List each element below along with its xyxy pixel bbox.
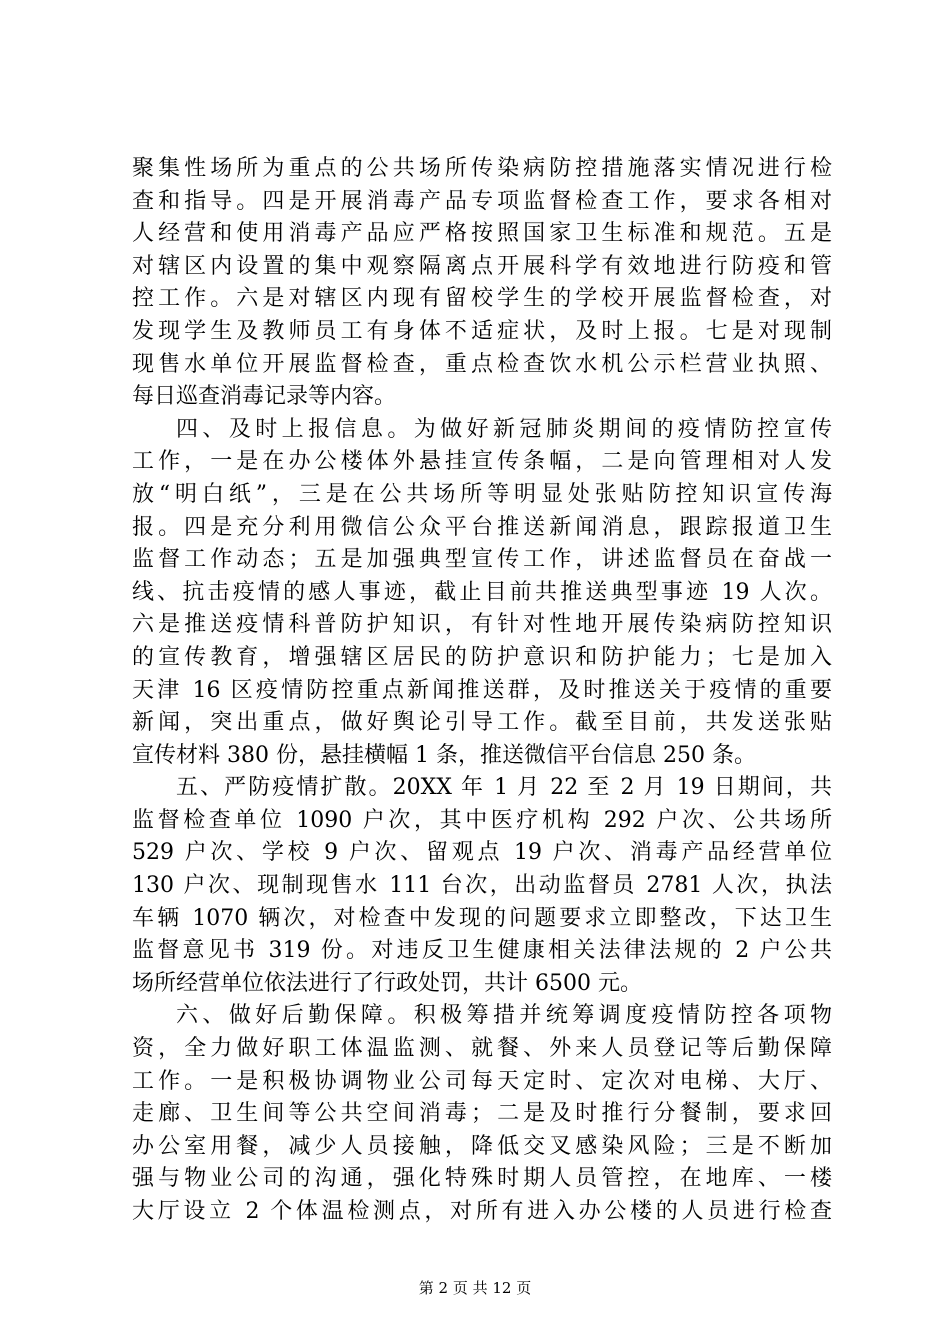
text-line: 强与物业公司的沟通，强化特殊时期人员管控，在地库、一楼 <box>132 1166 832 1192</box>
text-line: 六是推送疫情科普防护知识，有针对性地开展传染病防控知识 <box>132 612 832 638</box>
text-line: 车辆 1070 辆次，对检查中发现的问题要求立即整改，下达卫生 <box>132 905 832 931</box>
text-line: 新闻，突出重点，做好舆论引导工作。截至目前，共发送张贴 <box>132 710 832 736</box>
text-line: 对辖区内设置的集中观察隔离点开展科学有效地进行防疫和管 <box>132 253 832 279</box>
text-line: 报。四是充分利用微信公众平台推送新闻消息，跟踪报道卫生 <box>132 514 832 540</box>
text-line: 线、抗击疫情的感人事迹，截止目前共推送典型事迹 19 人次。 <box>132 579 832 605</box>
body-text <box>132 153 832 1229</box>
text-line: 的宣传教育，增强辖区居民的防护意识和防护能力；七是加入 <box>132 644 832 670</box>
paragraph-heading-line: 五、严防疫情扩散。20XX 年 1 月 22 至 2 月 19 日期间，共 <box>176 775 832 801</box>
text-line: 大厅设立 2 个体温检测点，对所有进入办公楼的人员进行检查 <box>132 1199 832 1224</box>
text-line: 天津 16 区疫情防控重点新闻推送群，及时推送关于疫情的重要 <box>132 677 832 703</box>
text-line: 现售水单位开展监督检查，重点检查饮水机公示栏营业执照、 <box>132 351 832 377</box>
text-line: 工作。一是积极协调物业公司每天定时、定次对电梯、大厅、 <box>132 1068 832 1094</box>
text-line: 场所经营单位依法进行了行政处罚，共计 6500 元。 <box>132 970 642 996</box>
text-line: 宣传材料 380 份，悬挂横幅 1 条，推送微信平台信息 250 条。 <box>132 742 756 768</box>
text-line: 办公室用餐，减少人员接触，降低交叉感染风险；三是不断加 <box>132 1133 832 1159</box>
text-line: 控工作。六是对辖区内现有留校学生的学校开展监督检查，对 <box>132 286 832 312</box>
text-line: 每日巡查消毒记录等内容。 <box>132 384 397 410</box>
text-line: 529 户次、学校 9 户次、留观点 19 户次、消毒产品经营单位 <box>132 840 832 866</box>
text-line: 发现学生及教师员工有身体不适症状，及时上报。七是对现制 <box>132 318 832 344</box>
text-line: 监督工作动态；五是加强典型宣传工作，讲述监督员在奋战一 <box>132 547 832 573</box>
text-line: 聚集性场所为重点的公共场所传染病防控措施落实情况进行检 <box>132 156 832 181</box>
text-line: 工作，一是在办公楼体外悬挂宣传条幅，二是向管理相对人发 <box>132 449 832 475</box>
text-line: 监督检查单位 1090 户次，其中医疗机构 292 户次、公共场所 <box>132 807 832 833</box>
text-line: 放“明白纸”，三是在公共场所等明显处张贴防控知识宣传海 <box>132 481 832 507</box>
text-line: 走廊、卫生间等公共空间消毒；二是及时推行分餐制，要求回 <box>132 1101 832 1127</box>
text-line: 人经营和使用消毒产品应严格按照国家卫生标准和规范。五是 <box>132 221 832 247</box>
text-line: 资，全力做好职工体温监测、就餐、外来人员登记等后勤保障 <box>132 1036 832 1062</box>
page-footer: 第 2 页 共 12 页 <box>418 1279 532 1297</box>
paragraph-heading-line: 四、及时上报信息。为做好新冠肺炎期间的疫情防控宣传 <box>176 416 832 442</box>
text-line: 130 户次、现制现售水 111 台次，出动监督员 2781 人次，执法 <box>132 873 832 899</box>
paragraph-heading-line: 六、做好后勤保障。积极筹措并统筹调度疫情防控各项物 <box>176 1003 832 1029</box>
text-line: 查和指导。四是开展消毒产品专项监督检查工作，要求各相对 <box>132 188 832 214</box>
text-line: 监督意见书 319 份。对违反卫生健康相关法律法规的 2 户公共 <box>132 938 832 964</box>
